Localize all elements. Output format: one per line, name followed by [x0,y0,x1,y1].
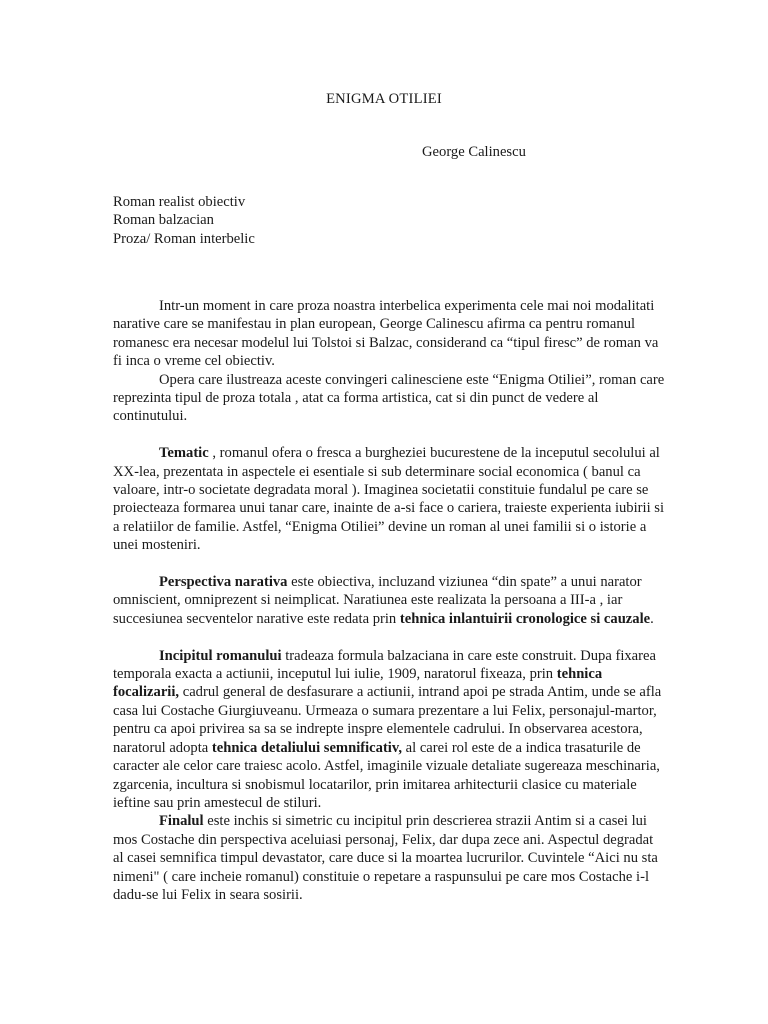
genre-item: Roman realist obiectiv [113,194,246,210]
bold-term: Tematic [159,445,209,462]
paragraph-text: Intr-un moment in care proza noastra interbelica experimenta cele mai noi modalitati narative care se manifestau in plan european, George Calinescu afirma ca pentru romanul romanesc era necesar modelul lui Tolstoi si Balzac, considerand ca “tipul firesc” de roman va fi inca o vreme cel obiectiv. [113,298,659,370]
paragraph-text: tradeaza formula balzaciana in care este construit. Dupa fixarea temporala exacta a actiunii, inceputul lui iulie, 1909, naratorul fixeaza, prin [113,647,656,683]
body-paragraph [113,573,665,628]
bold-term: Incipitul romanului [159,647,282,664]
document-body [113,297,665,904]
paragraph-text: este inchis si simetric cu incipitul prin descrierea strazii Antim si a casei lui mos Costache din perspectiva aceluiasi personaj, Felix, dar dupa zece ani. Aspectul degradat al casei semnifica timpul devastator, care duce si la moartea lucrurilor. Cuvintele “Aici nu sta nimeni" ( care incheie romanul) constituie o repetare a raspunsului pe care mos Costache i-l dadu-se lui Felix in seara sosirii. [113,813,658,903]
genre-item: Roman balzacian [113,212,214,229]
bold-term: Perspectiva narativa [159,574,288,591]
paragraph-spacer [113,628,665,646]
document-author: George Calinescu [422,144,526,160]
paragraph-text: . [650,610,654,627]
body-paragraph [113,371,665,426]
body-paragraph [113,647,665,813]
document-title: ENIGMA OTILIEI [326,91,442,107]
paragraph-text: cadrul general de desfasurare a actiunii, intrand apoi pe strada Antim, unde se afla casa lui Costache Giurgiuveanu. Urmeaza o sumara prezentare a lui Felix, personajul-martor, pentru ca apoi privirea sa sa se indrepte inspre elementele cadrului. In observarea acestora, naratorul adopta [113,684,662,756]
genre-list [113,193,255,248]
paragraph-text: Opera care ilustreaza aceste convingeri calinesciene este “Enigma Otiliei”, roman care reprezinta tipul de proza totala , atat ca forma artistica, cat si din punct de vedere al continutului. [113,371,665,425]
bold-term: tehnica inlantuirii cronologice si cauzale [399,610,651,627]
body-paragraph [113,297,665,371]
body-paragraph [113,444,665,554]
paragraph-text: este obiectiva, incluzand viziunea “din spate” a unui narator omniscient, omniprezent si neimplicat. Naratiunea este realizata la persoana a III-a , iar succesiunea secventelor narative este redata prin [113,574,642,627]
bold-term: tehnica detaliului semnificativ, [211,739,402,756]
body-paragraph [113,812,665,904]
paragraph-spacer [113,555,665,573]
bold-term: Finalul [159,813,204,830]
paragraph-text: al carei rol este de a indica trasaturile de caracter ale celor care traiesc acolo. Astfel, imaginile vizuale detaliate sugereaza meschinaria, zgarcenia, incultura si snobismul locatarilor, prin imitarea arhitecturii clasice cu materiale ieftine sau prin amestecul de stiluri. [113,739,660,811]
paragraph-spacer [113,426,665,444]
paragraph-text: , romanul ofera o fresca a burgheziei bucurestene de la inceputul secolului al XX-lea, prezentata in aspectele ei esentiale si sub determinare social economica ( banul ca valoare, intr-o societate degradata moral ). Imaginea societatii constituie fundalul pe care se proiecteaza formarea unui tanar care, inainte de a-si face o cariera, traieste experienta iubirii si a relatiilor de familie. Astfel, “Enigma Otiliei” devine un roman al unei familii si o istorie a unei mosteniri. [113,445,665,554]
genre-item: Proza/ Roman interbelic [113,230,255,247]
bold-term: tehnica focalizarii, [113,666,603,701]
